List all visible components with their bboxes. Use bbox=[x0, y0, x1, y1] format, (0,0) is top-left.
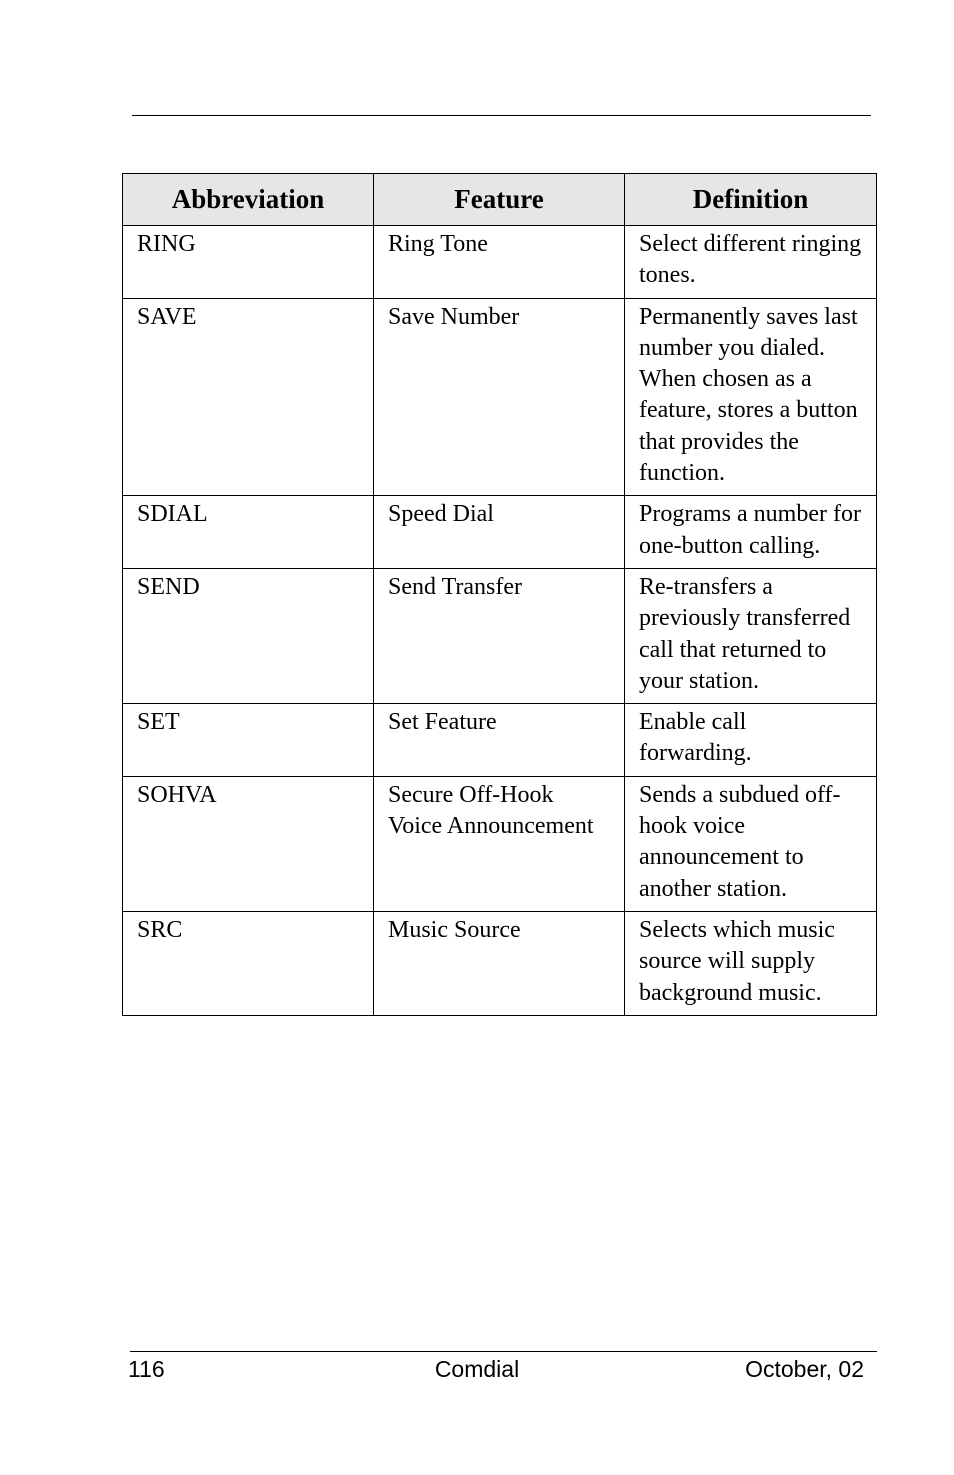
column-header-abbreviation: Abbreviation bbox=[123, 174, 374, 226]
definition-cell: Programs a number for one-button calling. bbox=[625, 496, 877, 569]
abbreviation-cell: SOHVA bbox=[123, 776, 374, 911]
table-header-row bbox=[123, 174, 877, 226]
definition-cell: Selects which music source will supply background music. bbox=[625, 911, 877, 1015]
footer-rule bbox=[130, 1351, 877, 1352]
table-row bbox=[123, 226, 877, 299]
definition-cell: Permanently saves last number you dialed. When chosen as a feature, stores a button that provides the function. bbox=[625, 298, 877, 496]
table-row bbox=[123, 496, 877, 569]
definition-cell: Re-transfers a previously transferred call that returned to your station. bbox=[625, 568, 877, 703]
table-row bbox=[123, 911, 877, 1015]
table-row bbox=[123, 568, 877, 703]
feature-cell: Secure Off-Hook Voice Announcement bbox=[374, 776, 625, 911]
table-row bbox=[123, 704, 877, 777]
table-row bbox=[123, 298, 877, 496]
abbreviation-cell: SET bbox=[123, 704, 374, 777]
page-number: 116 bbox=[128, 1356, 165, 1382]
abbreviation-cell: SDIAL bbox=[123, 496, 374, 569]
header-rule bbox=[132, 115, 871, 116]
abbreviation-cell: SAVE bbox=[123, 298, 374, 496]
feature-cell: Speed Dial bbox=[374, 496, 625, 569]
definition-cell: Select different ringing tones. bbox=[625, 226, 877, 299]
footer-date: October, 02 bbox=[745, 1356, 864, 1382]
column-header-feature: Feature bbox=[374, 174, 625, 226]
feature-cell: Send Transfer bbox=[374, 568, 625, 703]
column-header-definition: Definition bbox=[625, 174, 877, 226]
abbreviation-cell: RING bbox=[123, 226, 374, 299]
feature-cell: Ring Tone bbox=[374, 226, 625, 299]
definition-cell: Sends a subdued off-hook voice announcement to another station. bbox=[625, 776, 877, 911]
definition-cell: Enable call forwarding. bbox=[625, 704, 877, 777]
abbreviation-cell: SEND bbox=[123, 568, 374, 703]
abbreviation-cell: SRC bbox=[123, 911, 374, 1015]
feature-table bbox=[122, 173, 877, 1016]
feature-cell: Set Feature bbox=[374, 704, 625, 777]
footer-company: Comdial bbox=[434, 1356, 520, 1382]
feature-cell: Save Number bbox=[374, 298, 625, 496]
table-row bbox=[123, 776, 877, 911]
feature-cell: Music Source bbox=[374, 911, 625, 1015]
